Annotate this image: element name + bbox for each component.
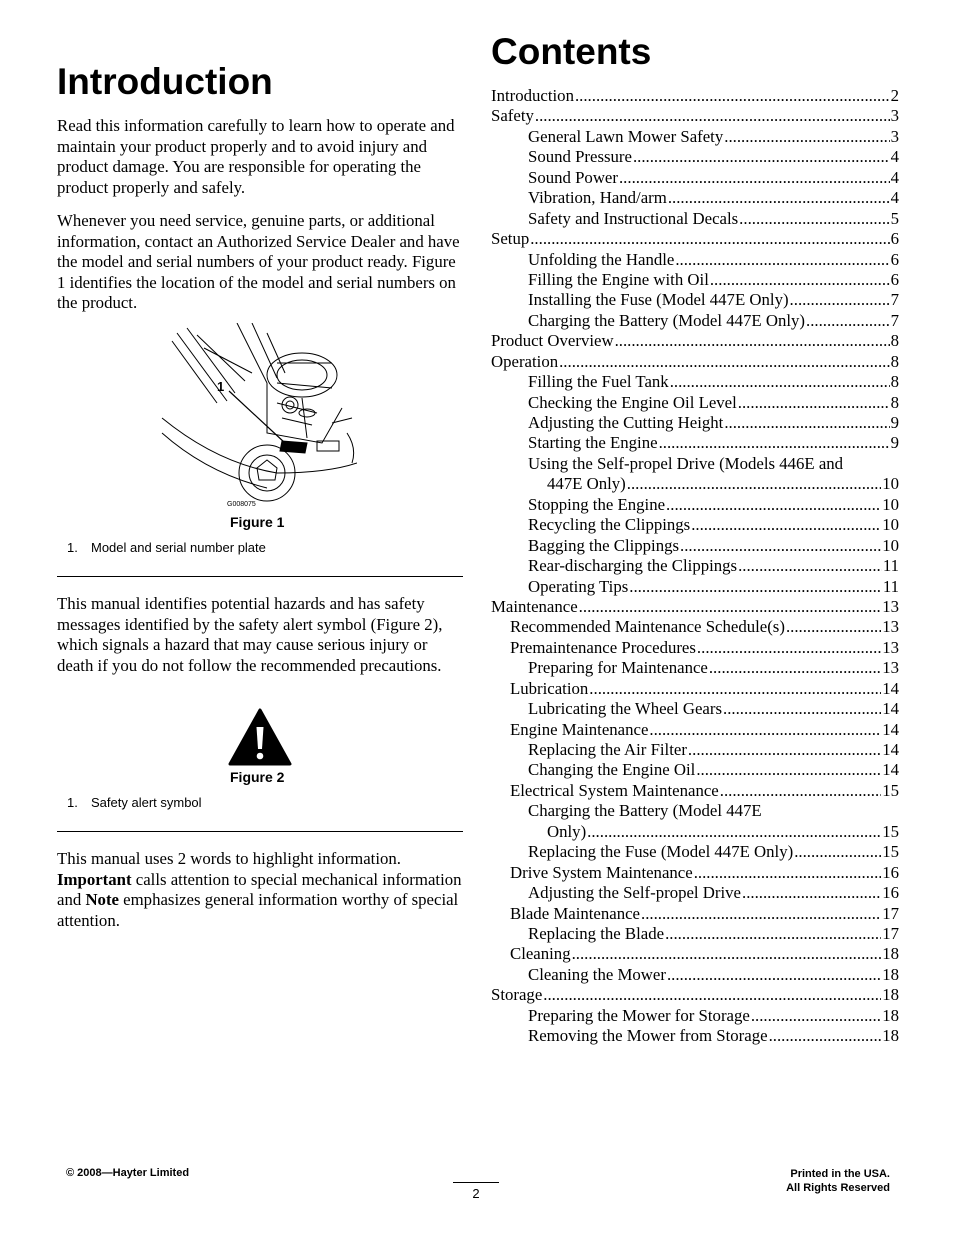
toc-entry-page: 8 [890,351,899,371]
toc-entry-page: 18 [882,1026,899,1046]
toc-leader-dots [559,352,890,372]
toc-entry-page: 13 [882,596,899,616]
toc-entry-page: 15 [882,842,899,862]
toc-entry-page: 5 [890,208,899,228]
toc-leader-dots [751,1006,881,1026]
toc-entry[interactable] [491,679,899,699]
toc-entry[interactable] [491,720,899,740]
toc-entry-page: 11 [882,576,899,596]
toc-entry[interactable] [491,842,899,862]
toc-entry[interactable] [491,393,899,413]
toc-entry-page: 10 [882,535,899,555]
toc-entry-page: 10 [882,515,899,535]
toc-entry-title: Unfolding the Handle [528,249,675,269]
toc-entry[interactable] [491,495,899,515]
toc-entry-page: 4 [890,167,899,187]
toc-entry-title: Operating Tips [528,576,629,596]
toc-leader-dots [619,168,890,188]
toc-entry-page: 15 [882,821,899,841]
toc-leader-dots [720,781,881,801]
figure-2-note-text: Safety alert symbol [91,795,202,810]
toc-entry[interactable] [491,904,899,924]
toc-entry-title: Sound Power [528,167,618,187]
toc-entry-title: Charging the Battery (Model 447E [528,801,762,821]
toc-entry[interactable] [491,433,899,453]
toc-entry[interactable] [491,352,899,372]
toc-entry-page: 14 [882,699,899,719]
toc-leader-dots [670,372,890,392]
safety-alert-icon [228,707,292,767]
toc-entry-title: Operation [491,351,559,371]
toc-entry-page: 18 [882,964,899,984]
figure-2-note-number: 1. [67,795,78,810]
toc-entry[interactable] [491,290,899,310]
toc-entry[interactable] [491,597,899,617]
toc-entry-title: Installing the Fuse (Model 447E Only) [528,290,789,310]
toc-entry-page: 14 [882,678,899,698]
toc-entry-title: Safety [491,106,534,126]
page-number: 2 [453,1182,499,1201]
toc-entry[interactable] [491,944,899,964]
figure-1-note-text: Model and serial number plate [91,540,266,555]
footer-rights-line: All Rights Reserved [786,1182,890,1194]
toc-leader-dots [579,597,882,617]
figure-1-callout: 1 [217,379,225,394]
para4-text-c: emphasizes general information worthy of special attention. [57,890,459,930]
important-keyword: Important [57,869,132,889]
toc-leader-dots [680,536,881,556]
toc-entry[interactable] [491,515,899,535]
toc-entry[interactable] [491,801,899,842]
toc-leader-dots [769,1026,882,1046]
toc-entry-title: Filling the Fuel Tank [528,372,669,392]
toc-entry-title: Replacing the Blade [528,923,665,943]
toc-entry-title: Replacing the Air Filter [528,740,687,760]
toc-leader-dots [641,904,881,924]
toc-leader-dots [667,965,881,985]
figure-2 [228,707,292,767]
toc-leader-dots [710,270,890,290]
toc-entry[interactable] [491,699,899,719]
para4-text-b: calls attention to special mechanical information and [57,869,462,909]
toc-entry[interactable] [491,536,899,556]
toc-entry[interactable] [491,106,899,126]
toc-entry-title: Setup [491,229,530,249]
figure-2-caption: Figure 2 [230,769,285,785]
toc-entry-title-continued: Only) [547,821,587,841]
toc-entry-page: 13 [882,617,899,637]
mower-illustration [157,323,357,513]
toc-entry-page: 11 [882,556,899,576]
toc-leader-dots [587,822,881,842]
toc-entry-title: Safety and Instructional Decals [528,208,739,228]
toc-entry-page: 6 [890,269,899,289]
toc-entry-title: General Lawn Mower Safety [528,126,724,146]
toc-entry-title: Recycling the Clippings [528,515,691,535]
footer-copyright: © 2008—Hayter Limited [66,1167,190,1179]
toc-entry[interactable] [491,556,899,576]
toc-entry-page: 13 [882,637,899,657]
toc-entry[interactable] [491,331,899,351]
toc-leader-dots [543,985,881,1005]
toc-entry-title: Lubrication [510,678,589,698]
toc-entry-page: 9 [890,433,899,453]
toc-leader-dots [724,413,889,433]
toc-entry-title: Lubricating the Wheel Gears [528,699,722,719]
toc-entry[interactable] [491,86,899,106]
toc-entry-page: 18 [882,1005,899,1025]
toc-entry-title: Engine Maintenance [510,719,649,739]
toc-entry-page: 8 [890,331,899,351]
para4-text-a: This manual uses 2 words to highlight information. [57,849,401,868]
toc-leader-dots [688,740,881,760]
toc-entry[interactable] [491,658,899,678]
toc-entry-title: Bagging the Clippings [528,535,680,555]
toc-entry-title: Introduction [491,86,574,105]
intro-paragraph-3: This manual identifies potential hazards and has safety messages identified by the safety alert symbol (Figure 2), which signals a hazard that may cause serious injury or death if you do not follow the recommended precautions. [57,594,443,675]
toc-leader-dots [633,147,890,167]
toc-entry-page: 14 [882,740,899,760]
toc-entry[interactable] [491,617,899,637]
toc-entry-page: 17 [882,923,899,943]
toc-entry-title: Adjusting the Self-propel Drive [528,883,741,903]
toc-entry-title: Checking the Engine Oil Level [528,392,737,412]
toc-leader-dots [575,86,890,106]
toc-entry-page: 8 [890,372,899,392]
figure-1-note-number: 1. [67,540,78,555]
toc-leader-dots [659,433,890,453]
figure-1-note [67,540,266,555]
toc-leader-dots [786,617,881,637]
toc-leader-dots [589,679,881,699]
toc-leader-dots [742,883,881,903]
toc-entry[interactable] [491,147,899,167]
toc-entry-page: 17 [882,903,899,923]
toc-entry-title: Changing the Engine Oil [528,760,696,780]
toc-entry-title: Filling the Engine with Oil [528,269,709,289]
toc-entry-page: 9 [890,413,899,432]
toc-leader-dots [739,209,889,229]
toc-entry-title: Using the Self-propel Drive (Models 446E and [528,453,844,473]
toc-entry[interactable] [491,209,899,229]
toc-entry[interactable] [491,740,899,760]
toc-leader-dots [709,658,881,678]
toc-entry-title: Maintenance [491,596,578,616]
toc-entry-title: Preparing for Maintenance [528,658,708,678]
toc-leader-dots [530,229,889,249]
toc-entry[interactable] [491,1006,899,1026]
intro-paragraph-1: Read this information carefully to learn how to operate and maintain your product properly and to avoid injury and product damage. You are responsible for operating the product properly and safely. [57,116,455,197]
toc-entry-page: 16 [882,883,899,903]
toc-entry-title: Stopping the Engine [528,494,666,514]
toc-entry-title: Cleaning [510,944,571,964]
toc-leader-dots [627,474,881,494]
toc-leader-dots [694,863,882,883]
toc-entry-title: Starting the Engine [528,433,658,453]
toc-entry-page: 8 [890,392,899,412]
toc-entry-page: 4 [890,188,899,208]
toc-leader-dots [723,699,881,719]
toc-entry[interactable] [491,311,899,331]
toc-entry-page: 2 [890,86,899,105]
toc-leader-dots [724,127,889,147]
toc-entry-title: Charging the Battery (Model 447E Only) [528,310,805,330]
toc-entry[interactable] [491,270,899,290]
toc-entry-page: 14 [882,760,899,780]
toc-entry-title: Rear-discharging the Clippings [528,556,738,576]
toc-entry[interactable] [491,985,899,1005]
divider-2 [57,831,463,832]
toc-entry-page: 4 [890,147,899,167]
toc-entry-title: Product Overview [491,331,614,351]
toc-entry-page: 16 [882,862,899,882]
toc-leader-dots [665,924,881,944]
toc-entry-page: 14 [882,719,899,739]
figure-1-caption: Figure 1 [230,514,285,530]
toc-entry-page: 10 [882,474,899,494]
toc-leader-dots [738,556,882,576]
toc-leader-dots [738,393,890,413]
toc-entry-title: Removing the Mower from Storage [528,1026,768,1046]
divider-1 [57,576,463,577]
toc-entry-title: Preparing the Mower for Storage [528,1005,750,1025]
toc-leader-dots [535,106,890,126]
toc-entry-page: 6 [890,249,899,269]
figure-2-note [67,795,202,810]
toc-entry[interactable] [491,127,899,147]
toc-entry-title: Adjusting the Cutting Height [528,413,724,432]
toc-entry-page: 18 [882,985,899,1005]
toc-leader-dots [790,290,890,310]
toc-entry-page: 7 [890,310,899,330]
toc-entry-page: 3 [890,106,899,126]
toc-leader-dots [615,331,890,351]
toc-entry[interactable] [491,965,899,985]
toc-leader-dots [697,638,881,658]
toc-leader-dots [675,250,889,270]
introduction-heading: Introduction [57,61,273,102]
table-of-contents [491,86,899,1047]
intro-paragraph-2: Whenever you need service, genuine parts, or additional information, contact an Authorized Service Dealer and have the model and serial numbers of your product ready. Figure 1 identifies the location of the model and serial numbers on the product. [57,211,460,312]
toc-entry-page: 15 [882,780,899,800]
toc-entry[interactable] [491,863,899,883]
toc-leader-dots [794,842,881,862]
toc-leader-dots [666,495,881,515]
toc-entry-page: 3 [890,126,899,146]
toc-leader-dots [668,188,890,208]
toc-entry[interactable] [491,188,899,208]
toc-entry[interactable] [491,781,899,801]
intro-paragraph-4 [57,849,463,931]
toc-leader-dots [691,515,881,535]
toc-leader-dots [649,720,881,740]
toc-entry[interactable] [491,413,899,433]
contents-heading: Contents [491,31,652,72]
toc-entry[interactable] [491,1026,899,1046]
toc-entry[interactable] [491,577,899,597]
toc-entry[interactable] [491,638,899,658]
toc-entry[interactable] [491,760,899,780]
toc-entry[interactable] [491,924,899,944]
toc-entry-page: 18 [882,944,899,964]
toc-entry[interactable] [491,168,899,188]
toc-entry-title: Storage [491,985,543,1005]
toc-entry-title: Sound Pressure [528,147,632,167]
toc-leader-dots [696,760,881,780]
toc-entry[interactable] [491,454,899,495]
footer-printed-line: Printed in the USA. [790,1168,890,1180]
toc-entry[interactable] [491,229,899,249]
toc-entry-page: 13 [882,658,899,678]
toc-entry[interactable] [491,250,899,270]
toc-entry-title: Cleaning the Mower [528,964,666,984]
toc-entry-title-continued: 447E Only) [547,474,626,494]
toc-entry-page: 6 [890,229,899,249]
figure-1 [157,323,357,513]
toc-entry-title: Vibration, Hand/arm [528,188,667,208]
toc-leader-dots [629,577,882,597]
footer-printed [786,1167,890,1195]
figure-1-code: G008075 [227,501,256,508]
toc-entry-page: 7 [890,290,899,310]
toc-leader-dots [572,944,882,964]
toc-entry-title: Premaintenance Procedures [510,637,696,657]
toc-entry-title: Blade Maintenance [510,903,640,923]
toc-entry-title: Electrical System Maintenance [510,780,719,800]
toc-entry[interactable] [491,883,899,903]
toc-entry-title: Replacing the Fuse (Model 447E Only) [528,842,794,862]
toc-entry-title: Drive System Maintenance [510,862,693,882]
toc-entry-page: 10 [882,494,899,514]
note-keyword: Note [85,890,119,909]
toc-entry[interactable] [491,372,899,392]
toc-leader-dots [806,311,890,331]
toc-entry-title: Recommended Maintenance Schedule(s) [510,617,785,637]
